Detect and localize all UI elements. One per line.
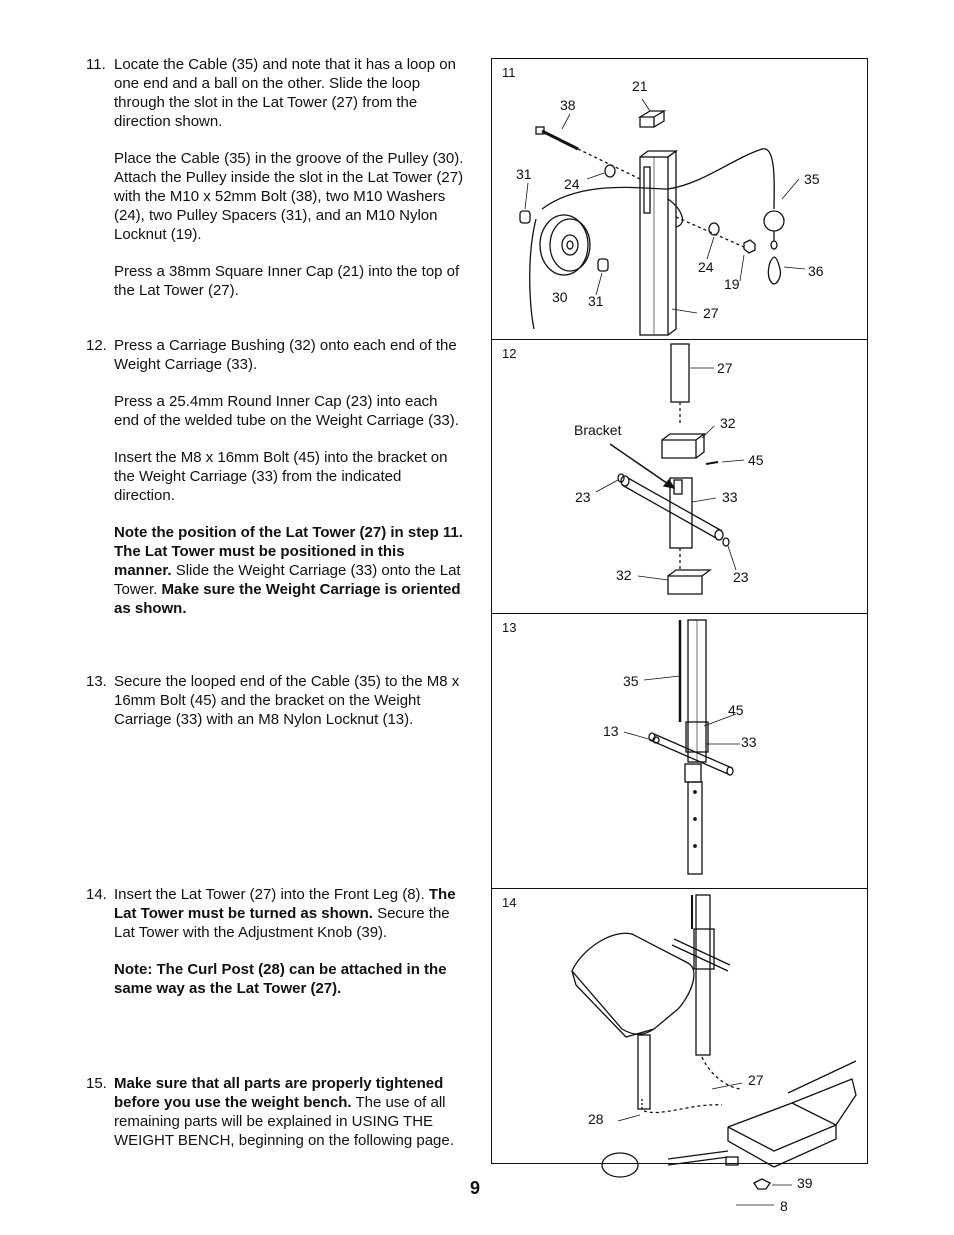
bold-text: The Lat Tower must be turned as shown. (114, 886, 456, 922)
step-text (114, 55, 466, 300)
callout-24: 24 (564, 176, 580, 192)
bold-text: Make sure the Weight Carriage is oriented as shown. (114, 581, 461, 617)
bold-text: Note the position of the Lat Tower (27) in step 11. The Lat Tower must be positioned in this manner. (114, 524, 463, 579)
figure-14 (492, 889, 867, 1214)
step-number: 13. (86, 673, 107, 690)
callout-28: 28 (588, 1111, 604, 1127)
step-13 (86, 672, 466, 729)
callout-35: 35 (804, 171, 820, 187)
body-text: Press a 25.4mm Round Inner Cap (23) into each end of the welded tube on the Weight Carriage (33). (114, 393, 459, 429)
callout-32: 32 (616, 567, 632, 583)
step-paragraph (114, 885, 466, 942)
figure-13 (492, 614, 867, 888)
figure-number: 11 (502, 65, 516, 80)
step-text (114, 336, 466, 618)
body-text: Press a Carriage Bushing (32) onto each end of the Weight Carriage (33). (114, 337, 457, 373)
page-number: 9 (470, 1178, 481, 1198)
callout-36: 36 (808, 263, 824, 279)
figure-11-drawing (492, 59, 867, 339)
callout-38: 38 (560, 97, 576, 113)
step-text (114, 1074, 466, 1150)
callout-21: 21 (632, 78, 648, 94)
step-paragraph (114, 523, 466, 618)
callout-33: 33 (741, 734, 757, 750)
body-text: Slide the Weight Carriage (33) onto the Lat Tower. (114, 562, 461, 598)
step-text (114, 885, 466, 998)
callout-19: 19 (724, 276, 740, 292)
step-paragraph (114, 1074, 466, 1150)
step-number: 11. (86, 56, 106, 73)
callout-8: 8 (780, 1198, 788, 1214)
body-text: Place the Cable (35) in the groove of the Pulley (30). Attach the Pulley inside the slot in the Lat Tower (27) with the M10 x 52mm Bolt (38), two M10 Washers (24), two Pulley Spacers (31), and an M10 Nylon Locknut (19). (114, 150, 464, 243)
callout-33: 33 (722, 489, 738, 505)
callout-23: 23 (575, 489, 591, 505)
step-paragraph (114, 392, 466, 430)
figure-number: 12 (502, 346, 517, 361)
step-15 (86, 1074, 466, 1150)
step-paragraph (114, 672, 466, 729)
figure-11 (492, 59, 867, 339)
callout-23: 23 (733, 569, 749, 585)
callout-13: 13 (603, 723, 619, 739)
figure-number: 13 (502, 620, 517, 635)
callout-31: 31 (588, 293, 604, 309)
callout-35: 35 (623, 673, 639, 689)
bold-text: Note: The Curl Post (28) can be attached in the same way as the Lat Tower (27). (114, 961, 447, 997)
callout-27: 27 (717, 360, 733, 376)
callout-30: 30 (552, 289, 568, 305)
figure-14-drawing (492, 889, 867, 1214)
step-paragraph (114, 149, 466, 244)
callout-45: 45 (728, 702, 744, 718)
callout-45: 45 (748, 452, 764, 468)
step-number: 14. (86, 886, 107, 903)
figure-13-drawing (492, 614, 867, 888)
callout-24: 24 (698, 259, 714, 275)
callout-39: 39 (797, 1175, 813, 1191)
step-11 (86, 55, 466, 300)
body-text: Insert the M8 x 16mm Bolt (45) into the bracket on the Weight Carriage (33) from the indicated direction. (114, 449, 448, 504)
callout-bracket: Bracket (574, 422, 622, 438)
step-number: 15. (86, 1075, 107, 1092)
callout-27: 27 (703, 305, 719, 321)
body-text: Press a 38mm Square Inner Cap (21) into the top of the Lat Tower (27). (114, 263, 460, 299)
figure-frame (491, 58, 868, 1214)
bold-text: Make sure that all parts are properly tightened before you use the weight bench. (114, 1075, 444, 1111)
step-paragraph (114, 262, 466, 300)
figure-12 (492, 340, 867, 613)
step-paragraph (114, 55, 466, 131)
step-number: 12. (86, 337, 107, 354)
figure-number: 14 (502, 895, 517, 910)
figure-12-drawing (492, 340, 867, 613)
body-text: Secure the looped end of the Cable (35) to the M8 x 16mm Bolt (45) and the bracket on the Weight Carriage (33) with an M8 Nylon Locknut (13). (114, 673, 460, 728)
step-14 (86, 885, 466, 998)
body-text: The use of all remaining parts will be explained in USING THE WEIGHT BENCH, beginning on the following page. (114, 1094, 454, 1149)
callout-27: 27 (748, 1072, 764, 1088)
step-12 (86, 336, 466, 618)
body-text: Insert the Lat Tower (27) into the Front Leg (8). (114, 886, 429, 903)
step-paragraph (114, 960, 466, 998)
body-text: Locate the Cable (35) and note that it has a loop on one end and a ball on the other. Slide the loop through the slot in the Lat Tower (27) from the direction shown. (114, 56, 456, 130)
step-text (114, 672, 466, 729)
callout-31: 31 (516, 166, 532, 182)
step-paragraph (114, 336, 466, 374)
body-text: Secure the Lat Tower with the Adjustment Knob (39). (114, 905, 450, 941)
callout-32: 32 (720, 415, 736, 431)
step-paragraph (114, 448, 466, 505)
